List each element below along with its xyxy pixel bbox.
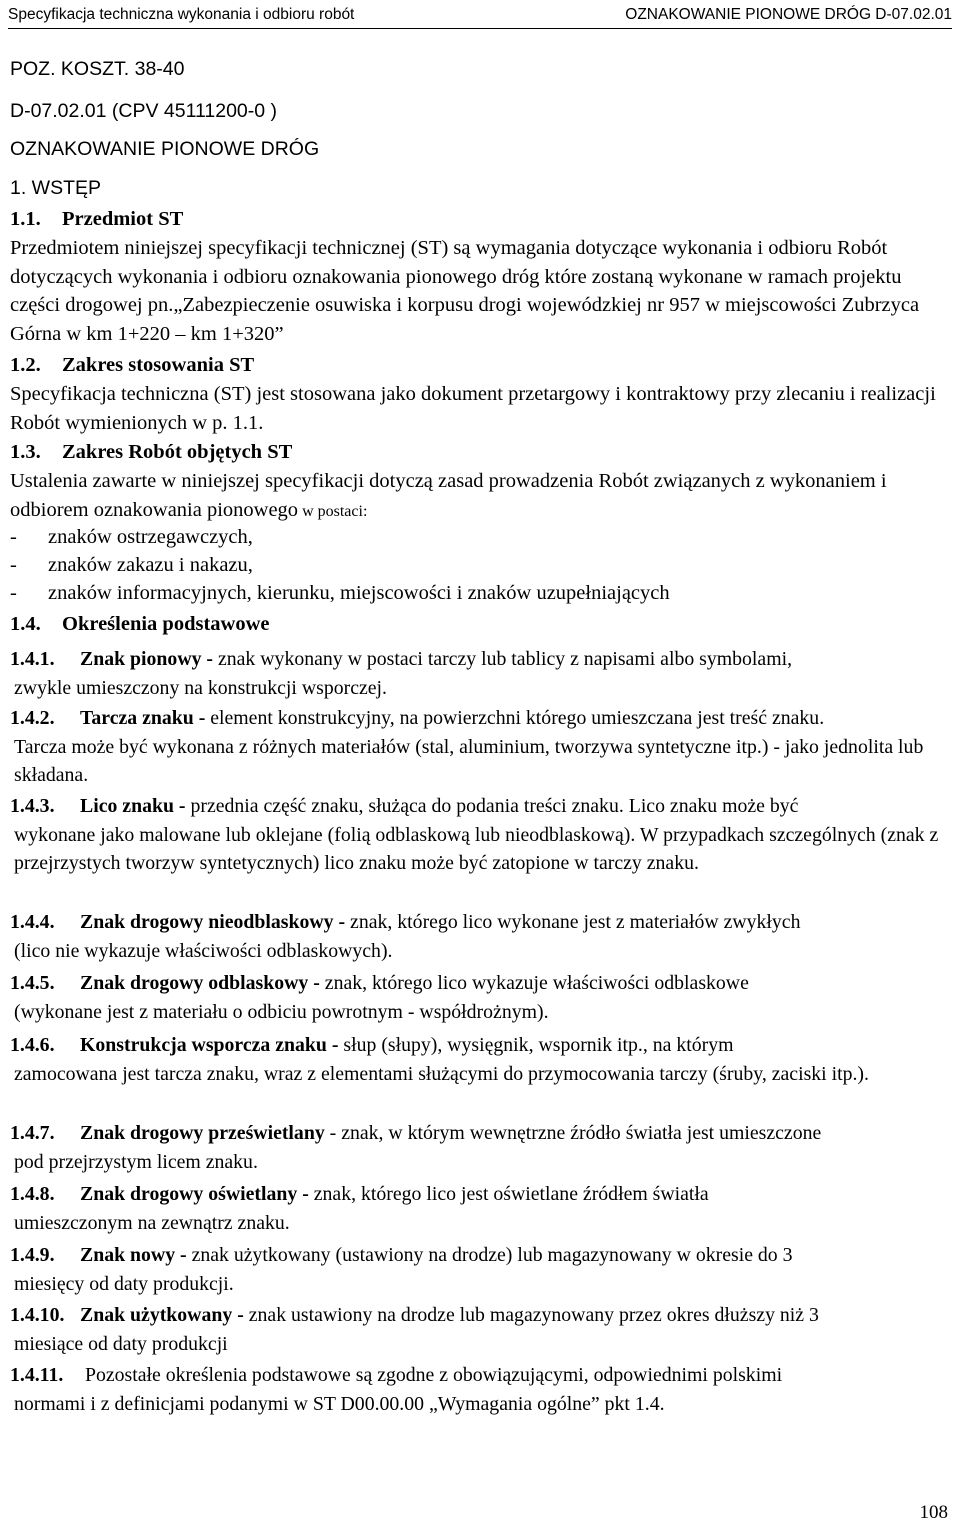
- definition-text: znak wykonany w postaci tarczy lub tablicy z napisami albo symbolami,: [213, 648, 793, 670]
- section-1-1-heading: [10, 208, 183, 231]
- definition-continuation: miesiące od daty produkcji: [14, 1332, 228, 1355]
- definition-item: [10, 1119, 955, 1176]
- section-title: Przedmiot ST: [62, 208, 184, 230]
- definition-continuation: wykonane jako malowane lub oklejane (folią odblaskową lub nieodblaskową). W przypadkach szczególnych (znak z przejrzystych tworzyw syntetycznych) lico znaku może być zatopione w tarczy znaku.: [14, 823, 939, 874]
- definition-number: 1.4.1.: [10, 648, 55, 670]
- definition-continuation: (wykonane jest z materiału o odbiciu powrotnym - współdrożnym).: [14, 1000, 549, 1023]
- definition-item: [10, 792, 955, 878]
- definition-term: Znak drogowy prześwietlany: [80, 1122, 325, 1144]
- definition-text: przednia część znaku, służąca do podania treści znaku. Lico znaku może być: [185, 795, 799, 817]
- definition-item: [10, 1241, 955, 1298]
- definition-item: [10, 1180, 955, 1237]
- section-number: 1.3.: [10, 441, 41, 463]
- definition-text: - znak, w którym wewnętrzne źródło światła jest umieszczone: [324, 1122, 822, 1144]
- header-right-title: OZNAKOWANIE PIONOWE DRÓG D-07.02.01: [625, 6, 952, 23]
- definition-item: [10, 1301, 955, 1358]
- section-title: Zakres stosowania ST: [62, 354, 255, 376]
- definition-text: element konstrukcyjny, na powierzchni którego umieszczana jest treść znaku.: [205, 707, 825, 729]
- section-1-2-body: Specyfikacja techniczna (ST) jest stosowana jako dokument przetargowy i kontraktowy przy zlecaniu i realizacji Robót wymienionych w p. 1.1.: [10, 383, 936, 434]
- section-number: 1.4.: [10, 613, 41, 635]
- definition-term: Znak drogowy nieodblaskowy -: [80, 911, 346, 933]
- header-left-title: Specyfikacja techniczna wykonania i odbioru robót: [8, 6, 355, 23]
- definition-number: 1.4.9.: [10, 1244, 55, 1266]
- section-number: 1.1.: [10, 208, 41, 230]
- definition-number: 1.4.11.: [10, 1364, 64, 1386]
- definition-item: [10, 1361, 955, 1418]
- list-item-text: znaków zakazu i nakazu,: [48, 554, 253, 576]
- section-number: 1.2.: [10, 354, 41, 376]
- list-item: [10, 579, 670, 607]
- section-1-3-heading: [10, 441, 292, 464]
- definition-continuation: zwykle umieszczony na konstrukcji wsporczej.: [14, 676, 387, 699]
- definition-term: Znak pionowy -: [80, 648, 214, 670]
- definition-item: [10, 908, 955, 965]
- definition-continuation: normami i z definicjami podanymi w ST D00.00.00 „Wymagania ogólne” pkt 1.4.: [14, 1392, 665, 1415]
- dash-bullet: -: [10, 554, 17, 576]
- definition-item: [10, 645, 955, 702]
- page-number: 108: [919, 1502, 948, 1523]
- definition-continuation: pod przejrzystym licem znaku.: [14, 1150, 258, 1173]
- definition-text: znak użytkowany (ustawiony na drodze) lub magazynowany w okresie do 3: [186, 1244, 793, 1266]
- definition-continuation: (lico nie wykazuje właściwości odblaskowych).: [14, 939, 393, 962]
- section-1-2-heading: [10, 354, 254, 377]
- definition-text: Pozostałe określenia podstawowe są zgodne z obowiązującymi, odpowiednimi polskimi: [80, 1364, 783, 1386]
- section-1-heading: 1. WSTĘP: [10, 177, 102, 199]
- section-1-4-heading: [10, 613, 269, 636]
- definition-number: 1.4.10.: [10, 1304, 65, 1326]
- spec-code: D-07.02.01 (CPV 45111200-0 ): [10, 100, 278, 122]
- definition-continuation: miesięcy od daty produkcji.: [14, 1272, 234, 1295]
- definition-text: znak, którego lico wykazuje właściwości odblaskowe: [319, 972, 749, 994]
- list-item-text: znaków informacyjnych, kierunku, miejscowości i znaków uzupełniających: [48, 582, 670, 604]
- definition-term: Tarcza znaku -: [80, 707, 206, 729]
- definition-number: 1.4.2.: [10, 707, 55, 729]
- definition-continuation: umieszczonym na zewnątrz znaku.: [14, 1211, 290, 1234]
- dash-bullet: -: [10, 582, 17, 604]
- page-header: [8, 4, 952, 29]
- definition-term: Znak drogowy odblaskowy -: [80, 972, 320, 994]
- definition-number: 1.4.4.: [10, 911, 55, 933]
- definition-continuation: Tarcza może być wykonana z różnych materiałów (stal, aluminium, tworzywa syntetyczne itp.) - jako jednolita lub składana.: [14, 735, 924, 786]
- section-1-3-text: Ustalenia zawarte w niniejszej specyfikacji dotyczą zasad prowadzenia Robót związanych z wykonaniem i odbiorem oznakowania pionowego: [10, 470, 887, 521]
- section-1-1-body: Przedmiotem niniejszej specyfikacji technicznej (ST) są wymagania dotyczące wykonania i odbioru Robót dotyczących wykonania i odbioru oznakowania pionowego dróg które zostaną wykonane w ramach projektu części drogowej pn.„Zabezpieczenie osuwiska i korpusu drogi wojewódzkiej nr 957 w miejscowości Zubrzyca Górna w km 1+220 – km 1+320”: [10, 237, 920, 345]
- definition-item: [10, 969, 955, 1026]
- definition-text: znak ustawiony na drodze lub magazynowany przez okres dłuższy niż 3: [243, 1304, 819, 1326]
- section-title: Określenia podstawowe: [62, 613, 270, 635]
- definition-term: Znak użytkowany -: [80, 1304, 244, 1326]
- list-item-text: znaków ostrzegawczych,: [48, 526, 253, 548]
- definition-number: 1.4.8.: [10, 1183, 55, 1205]
- section-1-3-body: [10, 467, 955, 526]
- definition-text: znak, którego lico wykonane jest z materiałów zwykłych: [345, 911, 801, 933]
- definition-term: Lico znaku -: [80, 795, 186, 817]
- definition-item: [10, 704, 955, 790]
- definition-term: Znak nowy -: [80, 1244, 187, 1266]
- definition-text: znak, którego lico jest oświetlane źródłem światła: [308, 1183, 709, 1205]
- section-1-3-text-small: w postaci:: [298, 502, 368, 520]
- definition-number: 1.4.3.: [10, 795, 55, 817]
- list-item: [10, 523, 670, 551]
- dash-bullet: -: [10, 526, 17, 548]
- list-item: [10, 551, 670, 579]
- definition-number: 1.4.5.: [10, 972, 55, 994]
- cost-position: POZ. KOSZT. 38-40: [10, 58, 185, 80]
- definition-number: 1.4.6.: [10, 1034, 55, 1056]
- definition-term: Znak drogowy oświetlany -: [80, 1183, 309, 1205]
- definition-term: Konstrukcja wsporcza znaku -: [80, 1034, 339, 1056]
- document-title: OZNAKOWANIE PIONOWE DRÓG: [10, 138, 320, 160]
- definition-text: słup (słupy), wysięgnik, wspornik itp., na którym: [338, 1034, 734, 1056]
- definition-continuation: zamocowana jest tarcza znaku, wraz z elementami służącymi do przymocowania tarczy (śruby, zaciski itp.).: [14, 1062, 869, 1085]
- section-title: Zakres Robót objętych ST: [62, 441, 293, 463]
- definition-number: 1.4.7.: [10, 1122, 55, 1144]
- definition-item: [10, 1031, 955, 1088]
- scope-list: [10, 523, 670, 607]
